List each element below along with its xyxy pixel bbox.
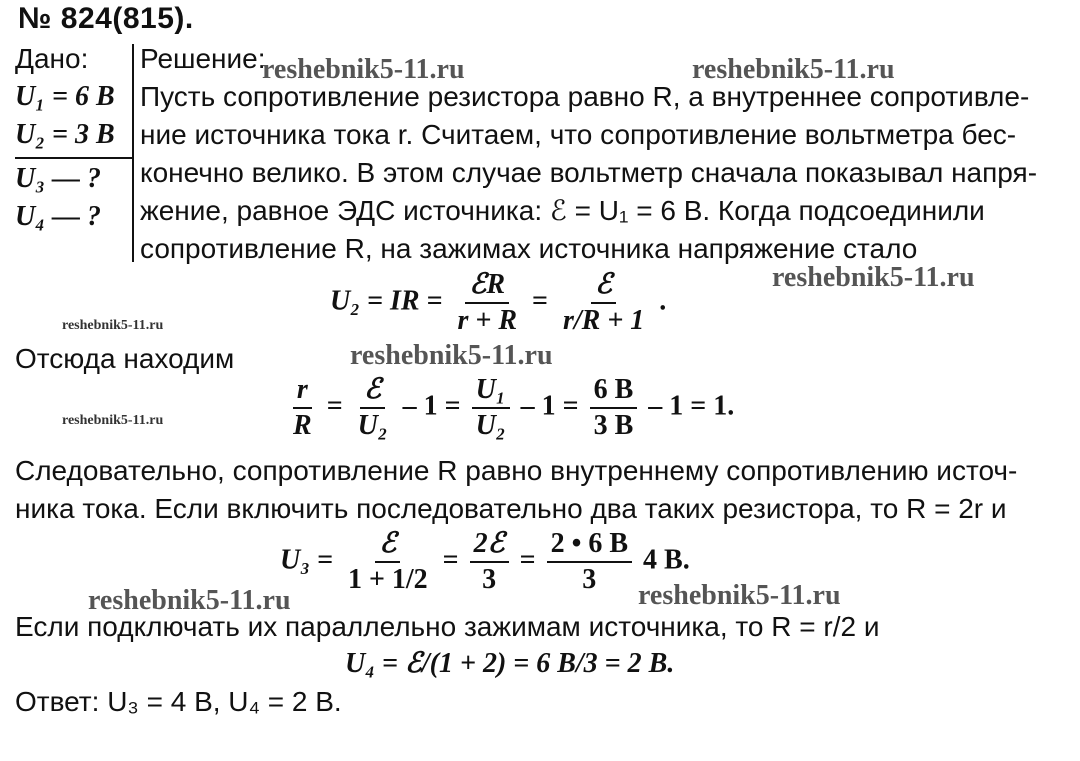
solution-label: Решение: xyxy=(140,43,266,74)
formula-term: . xyxy=(659,285,667,317)
fraction-numerator: r xyxy=(293,373,312,409)
watermark: reshebnik5-11.ru xyxy=(772,262,975,293)
solution-line: ние источника тока r. Считаем, что сопротивление вольтметра бес- xyxy=(140,119,1017,150)
fraction-numerator: ℰ xyxy=(591,268,616,304)
fraction-numerator: ℰR xyxy=(465,268,509,304)
watermark: reshebnik5-11.ru xyxy=(638,580,841,611)
problem-number: № 824(815). xyxy=(18,2,194,35)
fraction-numerator: 2 • 6 В xyxy=(547,527,632,563)
formula-u2 xyxy=(330,268,666,338)
given-separator xyxy=(132,44,134,262)
formula-term: 4 В. xyxy=(643,544,690,576)
text-from-here: Отсюда находим xyxy=(15,343,235,374)
solution-line: жение, равное ЭДС источника: ℰ = U₁ = 6 В. Когда подсоединили xyxy=(140,195,985,226)
formula-term: U₃ = xyxy=(280,544,333,576)
fraction-denominator: r + R xyxy=(457,305,517,336)
watermark: reshebnik5-11.ru xyxy=(262,54,465,85)
formula-u3: U₃ = $\frac{\text{ℰ}}{1 + 1/2}$ = $\frac{\text{2ℰ}}{3}$ = $\frac{2 • 6 В}{3}$ 4 В. xyxy=(280,528,690,595)
watermark: reshebnik5-11.ru xyxy=(62,413,164,428)
fraction-denominator: 1 + 1/2 xyxy=(347,564,428,595)
fraction-numerator: ℰ xyxy=(375,527,400,563)
paragraph-line: ника тока. Если включить последовательно два таких резистора, то R = 2r и xyxy=(15,493,1007,524)
fraction-denominator: 3 xyxy=(582,564,597,595)
given-label: Дано: xyxy=(15,43,89,74)
fraction-numerator: 2ℰ xyxy=(470,527,509,563)
fraction-denominator: U₂ xyxy=(475,410,506,441)
watermark: reshebnik5-11.ru xyxy=(88,585,291,616)
formula-u4: U₄ = ℰ/(1 + 2) = 6 В/3 = 2 В. xyxy=(345,648,675,679)
formula-term: = xyxy=(532,285,548,317)
fraction-numerator: U₁ xyxy=(472,373,510,409)
find-u4: U₄ — ? xyxy=(15,201,101,232)
solution-line: Пусть сопротивление резистора равно R, а внутреннее сопротивле- xyxy=(140,81,1030,112)
watermark: reshebnik5-11.ru xyxy=(62,318,164,333)
formula-term: – 1 = 1. xyxy=(648,390,735,422)
answer: Ответ: U₃ = 4 В, U₄ = 2 В. xyxy=(15,686,342,717)
fraction-denominator: r/R + 1 xyxy=(562,305,645,336)
find-u3: U₃ — ? xyxy=(15,163,101,194)
watermark: reshebnik5-11.ru xyxy=(692,54,895,85)
fraction-denominator: 3 В xyxy=(593,410,634,441)
solution-line: конечно велико. В этом случае вольтметр сначала показывал напря- xyxy=(140,157,1038,188)
fraction-denominator: U₂ xyxy=(357,410,388,441)
formula-term: U₂ = IR = xyxy=(330,285,443,317)
formula-term: – 1 = xyxy=(520,390,579,422)
fraction-numerator: ℰ xyxy=(360,373,385,409)
given-u2: U₂ = 3 В xyxy=(15,119,115,150)
given-divider xyxy=(15,157,132,159)
formula-term: – 1 = xyxy=(402,390,461,422)
solution-line: сопротивление R, на зажимах источника напряжение стало xyxy=(140,233,918,264)
fraction-denominator: 3 xyxy=(482,564,497,595)
fraction-numerator: 6 В xyxy=(590,373,638,409)
given-u1: U₁ = 6 В xyxy=(15,81,115,112)
watermark: reshebnik5-11.ru xyxy=(350,340,553,371)
paragraph-line: Если подключать их параллельно зажимам источника, то R = r/2 и xyxy=(15,611,880,642)
formula-ratio: $\frac{r}{R}$ = $\frac{\text{ℰ}}{\text{U₂}}$ – 1 = $\frac{\text{U₁}}{\text{U₂}}$ – 1 = $\frac{6 В}{3 В}$ – 1 = 1. xyxy=(285,373,734,443)
paragraph-line: Следовательно, сопротивление R равно внутреннему сопротивлению источ- xyxy=(15,455,1018,486)
fraction-denominator: R xyxy=(293,410,312,441)
